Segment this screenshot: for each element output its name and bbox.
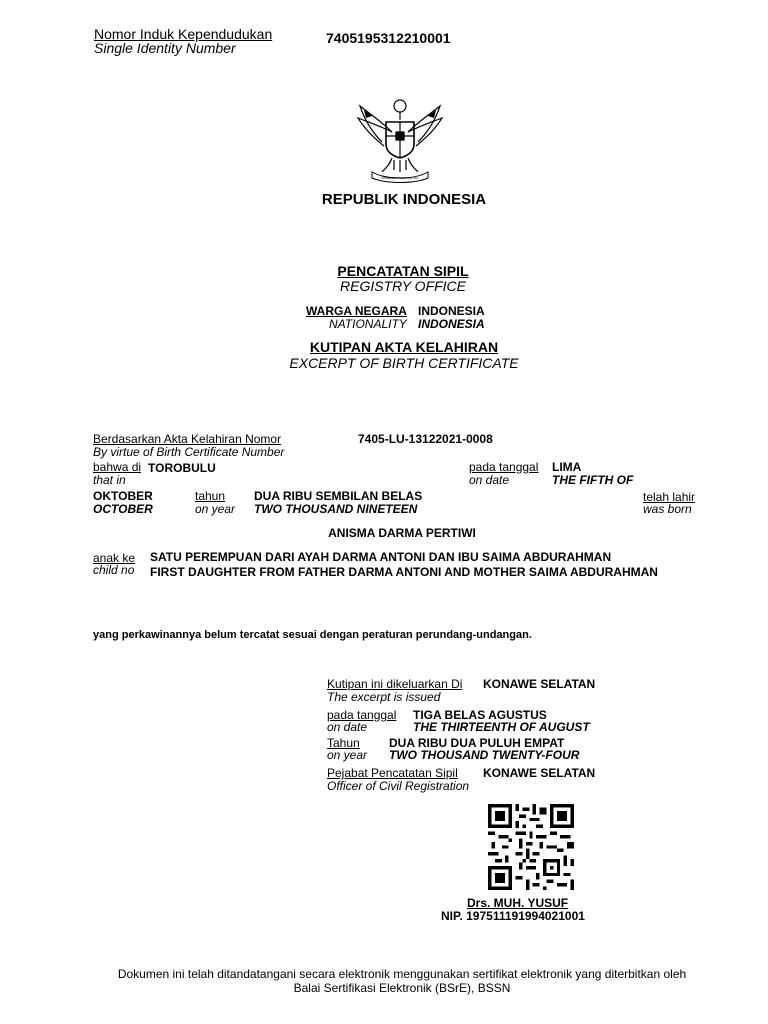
place-label-en: that in [93, 473, 126, 487]
birth-place: TOROBULU [148, 461, 216, 475]
place-label: bahwa di [93, 460, 142, 474]
signatory-name: Drs. MUH. YUSUF [467, 896, 569, 910]
nik-label: Nomor Induk Kependudukan [94, 26, 273, 42]
issued-label: Kutipan ini dikeluarkan Di [327, 677, 463, 691]
issue-date-label-en: on date [327, 720, 368, 734]
issued-label-en: The excerpt is issued [327, 690, 441, 704]
footer-line-1: Dokumen ini telah ditandatangani secara elektronik menggunakan sertifikat elektronik yang diterbitkan oleh [117, 967, 687, 981]
office-title-en: REGISTRY OFFICE [339, 278, 467, 294]
issued-place: KONAWE SELATAN [483, 677, 596, 691]
signatory-nip: NIP. 197511191994021001 [441, 909, 585, 923]
issue-date-label: pada tanggal [327, 708, 397, 722]
date-label-en: on date [469, 473, 510, 487]
based-label-en: By virtue of Birth Certificate Number [93, 445, 285, 459]
garuda-emblem-icon [352, 92, 448, 184]
issue-year: DUA RIBU DUA PULUH EMPAT [389, 736, 565, 750]
child-name: ANISMA DARMA PERTIWI [328, 526, 476, 540]
date-label: pada tanggal [469, 460, 539, 474]
issue-year-en: TWO THOUSAND TWENTY-FOUR [389, 748, 580, 762]
born-label-en: was born [643, 502, 692, 516]
based-label: Berdasarkan Akta Kelahiran Nomor [93, 432, 282, 446]
officer-label: Pejabat Pencatatan Sipil [327, 766, 458, 780]
nationality-label: WARGA NEGARA [306, 304, 407, 318]
marriage-note: yang perkawinannya belum tercatat sesuai dengan peraturan perundang-undangan. [93, 629, 532, 641]
issue-year-label: Tahun [327, 736, 360, 750]
document-title-en: EXCERPT OF BIRTH CERTIFICATE [289, 355, 519, 371]
country-title: REPUBLIK INDONESIA [321, 191, 487, 208]
officer-place: KONAWE SELATAN [483, 766, 596, 780]
nationality-value-en: INDONESIA [418, 317, 485, 331]
birth-year: DUA RIBU SEMBILAN BELAS [254, 489, 423, 503]
child-description-en: FIRST DAUGHTER FROM FATHER DARMA ANTONI AND MOTHER SAIMA ABDURAHMAN [150, 565, 658, 579]
birth-month: OKTOBER [93, 489, 153, 503]
footer-line-2: Balai Sertifikasi Elektronik (BSrE), BSSN [293, 981, 511, 995]
certificate-number: 7405-LU-13122021-0008 [358, 432, 493, 446]
nik-label-en: Single Identity Number [94, 40, 236, 56]
officer-label-en: Officer of Civil Registration [327, 779, 470, 793]
issue-year-label-en: on year [327, 748, 368, 762]
birth-month-en: OCTOBER [93, 502, 153, 516]
birth-year-en: TWO THOUSAND NINETEEN [254, 502, 418, 516]
document-title: KUTIPAN AKTA KELAHIRAN [309, 339, 499, 355]
nationality-label-en: NATIONALITY [329, 317, 407, 331]
year-label: tahun [195, 489, 226, 503]
qr-code-icon [488, 804, 574, 890]
birth-day-en: THE FIFTH OF [552, 473, 634, 487]
born-label: telah lahir [643, 490, 696, 504]
child-description: SATU PEREMPUAN DARI AYAH DARMA ANTONI DAN IBU SAIMA ABDURAHMAN [150, 550, 612, 564]
emblem-motto: BHINNEKA TUNGGAL IKA [381, 176, 419, 180]
nik-value: 7405195312210001 [326, 30, 451, 46]
issue-date-en: THE THIRTEENTH OF AUGUST [413, 720, 590, 734]
child-label-en: child no [93, 563, 135, 577]
birth-day: LIMA [552, 460, 582, 474]
nationality-value: INDONESIA [418, 304, 485, 318]
issue-date: TIGA BELAS AGUSTUS [413, 708, 547, 722]
child-label: anak ke [93, 551, 136, 565]
year-label-en: on year [195, 502, 236, 516]
office-title: PENCATATAN SIPIL [337, 263, 469, 279]
